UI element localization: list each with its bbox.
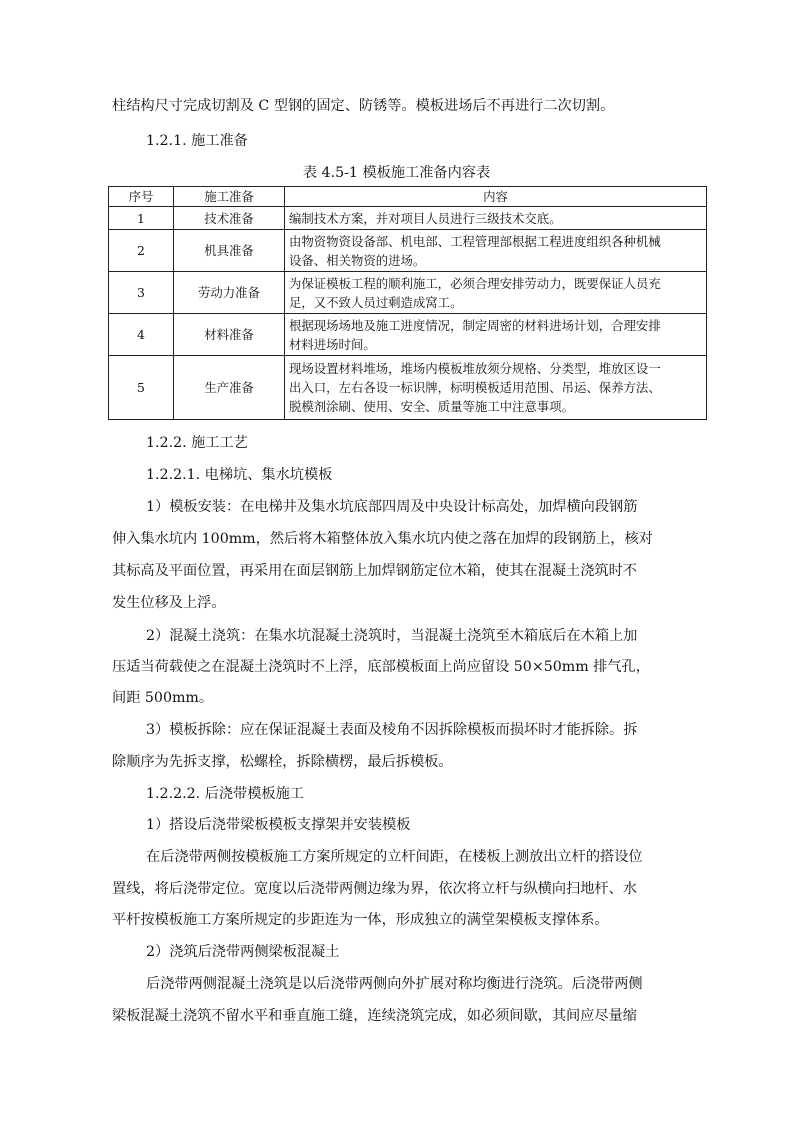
- paragraph-line: 压适当荷载使之在混凝土浇筑时不上浮，底部模板面上尚应留设 50×50mm 排气孔，: [112, 659, 650, 675]
- table-row: [109, 314, 707, 356]
- cell-no: 5: [109, 356, 174, 420]
- cell-item: 机具准备: [174, 230, 285, 272]
- header-item: 施工准备: [174, 187, 285, 207]
- cell-content: [285, 356, 707, 420]
- paragraph-line: 间距 500mm。: [112, 690, 214, 706]
- cell-item: 技术准备: [174, 207, 285, 230]
- table-row: [109, 207, 707, 230]
- cell-item: 材料准备: [174, 314, 285, 356]
- cell-content-line: 足，又不致人员过剩造成窝工。: [289, 294, 463, 310]
- subsection-heading-1-2-2-1: 1.2.2.1. 电梯坑、集水坑模板: [146, 467, 333, 483]
- paragraph-line: 柱结构尺寸完成切割及 C 型钢的固定、防锈等。模板进场后不再进行二次切割。: [112, 98, 615, 114]
- paragraph-line: 2）混凝土浇筑：在集水坑混凝土浇筑时，当混凝土浇筑至木箱底后在木箱上加: [146, 628, 638, 644]
- cell-content-line: 由物资物资设备部、机电部、工程管理部根据工程进度组织各种机械: [289, 233, 661, 249]
- paragraph-line: 其标高及平面位置，再采用在面层钢筋上加焊钢筋定位木箱，使其在混凝土浇筑时不: [112, 563, 637, 579]
- section-heading-1-2-2: 1.2.2. 施工工艺: [146, 435, 248, 451]
- paragraph-line: 梁板混凝土浇筑不留水平和垂直施工缝，连续浇筑完成，如必须间歇，其间应尽量缩: [112, 1008, 637, 1024]
- paragraph-line: 3）模板拆除：应在保证混凝土表面及棱角不因拆除模板而损坏时才能拆除。拆: [146, 722, 638, 738]
- paragraph-line: 1）模板安装：在电梯井及集水坑底部四周及中央设计标高处，加焊横向段钢筋: [146, 499, 638, 515]
- cell-content-line: 出入口，左右各设一标识牌，标明模板适用范围、吊运、保养方法、: [289, 380, 661, 395]
- paragraph-line: 发生位移及上浮。: [112, 595, 226, 611]
- cell-content-line: 根据现场场地及施工进度情况，制定周密的材料进场计划，合理安排: [289, 317, 661, 333]
- paragraph-line: 除顺序为先拆支撑，松螺栓，拆除横楞，最后拆模板。: [112, 754, 453, 770]
- cell-item: 生产准备: [174, 356, 285, 420]
- paragraph-line: 伸入集水坑内 100mm，然后将木箱整体放入集水坑内使之落在加焊的段钢筋上，核对: [112, 531, 653, 547]
- cell-content: [285, 314, 707, 356]
- cell-content-line: 现场设置材料堆场，堆场内模板堆放须分规格、分类型，堆放区设一: [289, 361, 661, 376]
- table-row: [109, 356, 707, 420]
- step-heading: 2）浇筑后浇带两侧梁板混凝土: [146, 944, 340, 960]
- cell-content: [285, 207, 707, 230]
- cell-content: [285, 272, 707, 314]
- cell-no: 1: [109, 207, 174, 230]
- cell-no: 3: [109, 272, 174, 314]
- table-caption: 表 4.5-1 模板施工准备内容表: [302, 165, 491, 181]
- cell-content-line: 脱模剂涂刷、使用、安全、质量等施工中注意事项。: [289, 399, 574, 414]
- header-content: 内容: [285, 187, 707, 207]
- cell-content-line: 材料进场时间。: [289, 336, 376, 352]
- paragraph-line: 后浇带两侧混凝土浇筑是以后浇带两侧向外扩展对称均衡进行浇筑。后浇带两侧: [146, 976, 643, 992]
- cell-content-line: 为保证模板工程的顺利施工，必须合理安排劳动力，既要保证人员充: [289, 275, 661, 291]
- cell-content-line: 编制技术方案，并对项目人员进行三级技术交底。: [289, 210, 562, 226]
- subsection-heading-1-2-2-2: 1.2.2.2. 后浇带模板施工: [146, 786, 304, 802]
- preparation-table: [108, 186, 707, 420]
- cell-content-line: 设备、相关物资的进场。: [289, 252, 426, 268]
- section-heading-1-2-1: 1.2.1. 施工准备: [146, 133, 248, 149]
- table-header-row: [109, 187, 707, 207]
- paragraph-line: 在后浇带两侧按模板施工方案所规定的立杆间距，在楼板上测放出立杆的搭设位: [146, 849, 643, 865]
- table-row: [109, 230, 707, 272]
- cell-no: 4: [109, 314, 174, 356]
- table-row: [109, 272, 707, 314]
- paragraph-line: 平杆按模板施工方案所规定的步距连为一体，形成独立的满堂架模板支撑体系。: [112, 912, 609, 928]
- cell-item: 劳动力准备: [174, 272, 285, 314]
- cell-no: 2: [109, 230, 174, 272]
- paragraph-line: 置线，将后浇带定位。宽度以后浇带两侧边缘为界，依次将立杆与纵横向扫地杆、水: [112, 881, 637, 897]
- cell-content: [285, 230, 707, 272]
- step-heading: 1）搭设后浇带梁板模板支撑架并安装模板: [146, 817, 411, 833]
- header-no: 序号: [109, 187, 174, 207]
